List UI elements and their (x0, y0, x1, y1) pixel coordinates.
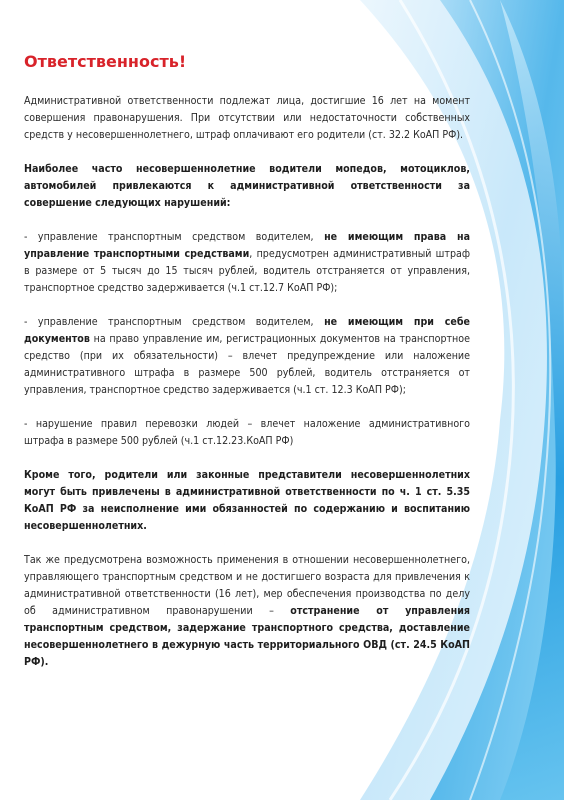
paragraph-common-violations-text: Наиболее часто несовершеннолетние водители мопедов, мотоциклов, автомобилей привлекаются к административной ответственности за совершение следующих нарушений: (24, 163, 470, 209)
paragraph-no-documents (24, 314, 470, 399)
no-license-text-c: , предусмотрен административный штраф в размере от 5 тысяч до 15 тысяч рублей, водитель отстраняется от управления, транспортное средство задерживается (ч.1 ст.12.7 КоАП РФ); (24, 248, 470, 294)
document-body (24, 52, 470, 688)
no-documents-text-c: на право управление им, регистрационных документов на транспортное средство (при их обязательности) – влечет предупреждение или наложение административного штрафа в размере 500 рублей, водитель отстраняется от управления, транспортное средство задерживается (ч.1 ст. 12.3 КоАП РФ); (24, 333, 470, 396)
paragraph-parents-liability (24, 467, 470, 535)
paragraph-passenger-rules: - нарушение правил перевозки людей – влечет наложение административного штрафа в размере 500 рублей (ч.1 ст.12.23.КоАП РФ) (24, 418, 470, 447)
paragraph-enforcement-measures (24, 552, 470, 671)
paragraph-common-violations (24, 161, 470, 212)
enforcement-text-a: Так же предусмотрена возможность применения в отношении несовершеннолетнего, управляющего транспортным средством и не достигшего возраста для привлечения к административной ответственности (16 лет), мер обеспечения производства по делу об административном правонарушении – (24, 554, 470, 617)
paragraph-age-liability: Административной ответственности подлежат лица, достигшие 16 лет на момент совершения правонарушения. При отсутствии или недостаточности собственных средств у несовершеннолетнего, штраф оплачивают его родители (ст. 32.2 КоАП РФ). (24, 95, 470, 141)
no-license-text-a: - управление транспортным средством водителем, (24, 231, 325, 243)
no-documents-text-bold: не имеющим при себе документов (24, 316, 470, 345)
enforcement-text-bold: отстранение от управления транспортным средством, задержание транспортного средства, доставление несовершеннолетнего в дежурную часть территориального ОВД (ст. 24.5 КоАП РФ). (24, 605, 470, 668)
parents-liability-text: Кроме того, родители или законные представители несовершеннолетних могут быть привлечены в административной ответственности по ч. 1 ст. 5.35 КоАП РФ за неисполнение ими обязанностей по содержанию и воспитанию несовершеннолетних. (24, 469, 470, 532)
page-title: Ответственность! (24, 52, 187, 71)
no-documents-text-a: - управление транспортным средством водителем, (24, 316, 325, 328)
paragraph-no-license (24, 229, 470, 297)
no-license-text-bold: не имеющим права на управление транспортными средствами (24, 231, 470, 260)
